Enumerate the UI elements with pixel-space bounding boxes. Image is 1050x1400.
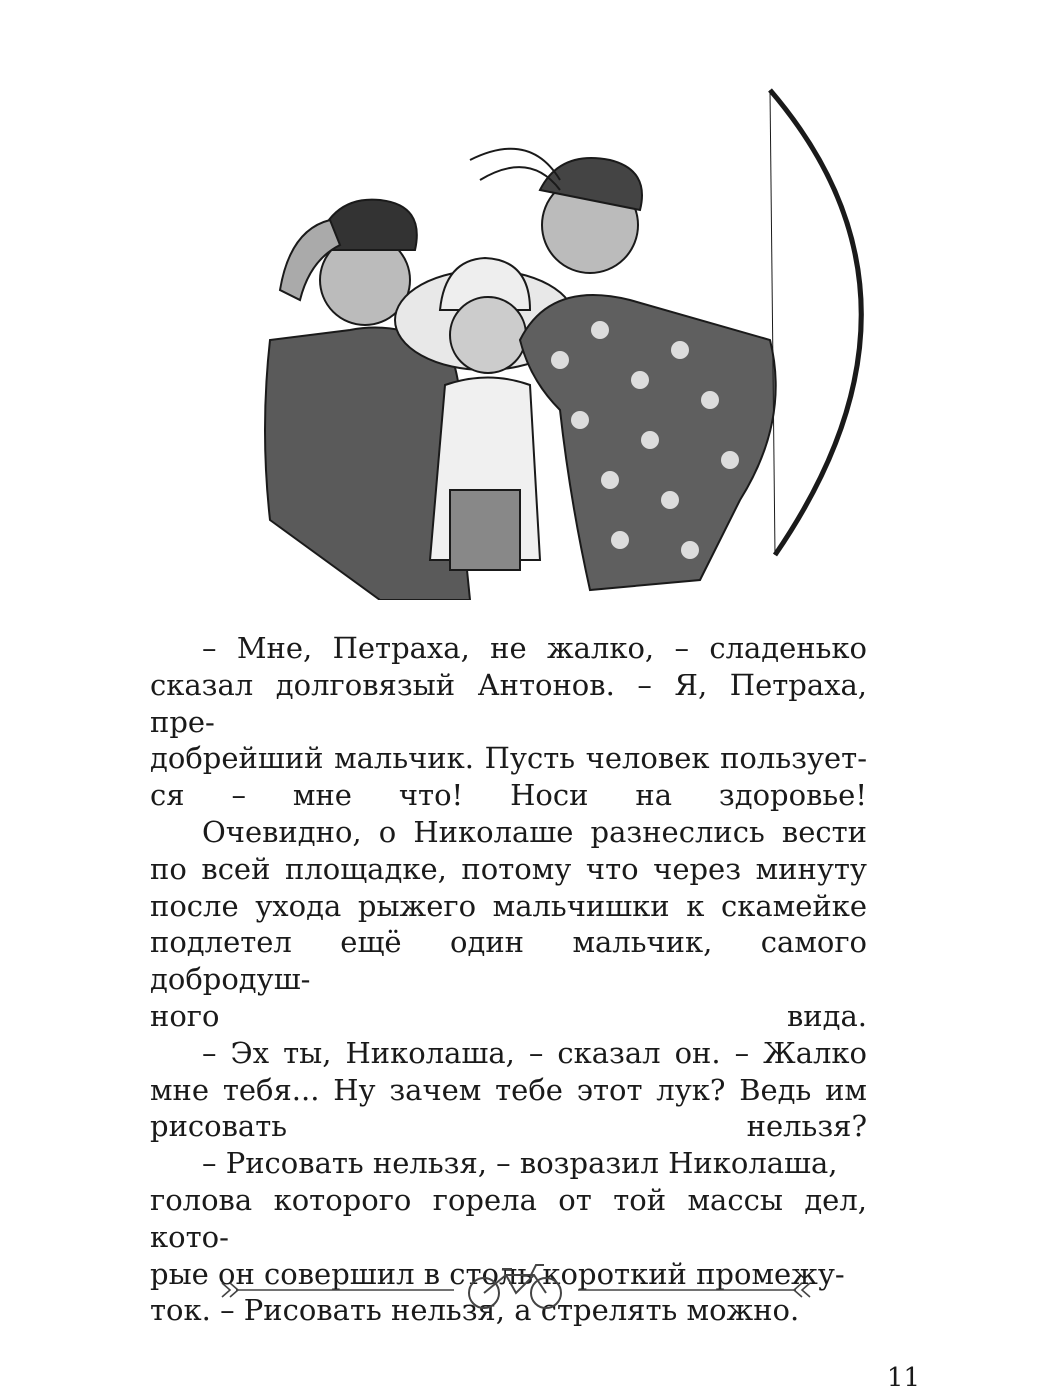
paragraph — [150, 814, 867, 1035]
text-line: после ухода рыжего мальчишки к скамейке — [150, 888, 867, 923]
text-line: добрейший мальчик. Пусть человек пользует- — [150, 741, 867, 776]
paragraph — [150, 1035, 867, 1145]
text-line: сказал долговязый Антонов. – Я, Петраха, пре- — [150, 667, 867, 739]
text-line: голова которого горела от той массы дел, кото- — [150, 1182, 867, 1254]
text-line: – Мне, Петраха, не жалко, – сладенько — [202, 631, 867, 665]
text-line: ток. – Рисовать нельзя, а стрелять можно. — [150, 1293, 800, 1328]
text-line: – Эх ты, Николаша, – сказал он. – Жалко — [202, 1035, 867, 1070]
illustration — [230, 80, 910, 600]
text-line: ся – мне что! Носи на здоровье! — [150, 778, 867, 813]
text-line: подлетел ещё один мальчик, самого добродуш- — [150, 925, 867, 997]
text-line: рисовать нельзя? — [150, 1109, 867, 1144]
text-line: – Рисовать нельзя, – возразил Николаша, — [202, 1146, 838, 1181]
page-number: 11 — [886, 1363, 920, 1393]
text-line: по всей площадке, потому что через минуту — [150, 851, 867, 886]
text-line: Очевидно, о Николаше разнеслись вести — [202, 814, 867, 849]
text-line: мне тебя... Ну зачем тебе этот лук? Ведь им — [150, 1072, 867, 1107]
text-line: ного вида. — [150, 998, 867, 1033]
paragraph — [150, 630, 867, 814]
section-divider — [216, 1255, 816, 1315]
text-line: рые он совершил в столь короткий промежу- — [150, 1256, 845, 1291]
body-text — [150, 630, 867, 1329]
bicycle-icon — [469, 1265, 561, 1308]
